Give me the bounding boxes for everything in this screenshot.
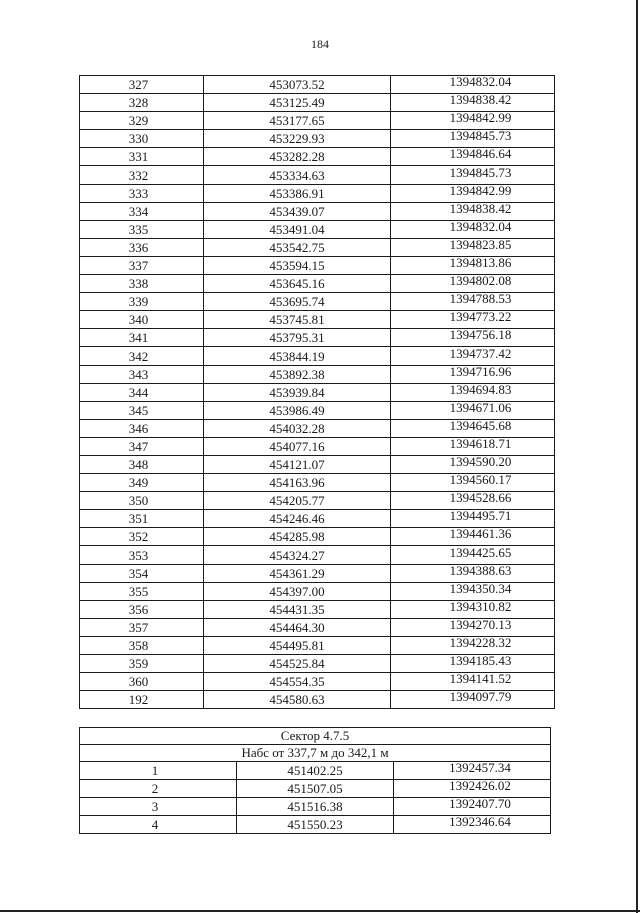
table-row bbox=[80, 798, 551, 816]
y-coordinate-cell bbox=[391, 166, 555, 184]
point-number-cell bbox=[80, 636, 204, 654]
y-coordinate: 1394495.71 bbox=[449, 509, 512, 524]
point-number: 341 bbox=[128, 330, 149, 346]
y-coordinate: 1394756.18 bbox=[449, 328, 512, 343]
y-coordinate-cell bbox=[394, 780, 551, 798]
y-coordinate-cell bbox=[391, 220, 555, 238]
x-coordinate: 454246.46 bbox=[269, 511, 325, 527]
y-coordinate: 1394388.63 bbox=[449, 564, 512, 578]
table-row bbox=[80, 112, 555, 130]
point-number: 192 bbox=[128, 692, 149, 708]
y-coordinate-cell bbox=[391, 275, 555, 293]
y-coordinate: 1394618.71 bbox=[449, 437, 512, 451]
table-row bbox=[80, 238, 555, 256]
x-coordinate: 454032.28 bbox=[269, 420, 325, 436]
point-number-cell bbox=[80, 673, 204, 691]
point-number: 349 bbox=[128, 475, 149, 491]
x-coordinate: 454464.30 bbox=[269, 619, 325, 635]
x-coordinate-cell bbox=[204, 419, 391, 437]
x-coordinate: 453073.52 bbox=[269, 77, 325, 93]
y-coordinate: 1394461.36 bbox=[449, 527, 512, 542]
point-number: 342 bbox=[128, 348, 149, 364]
table-row bbox=[80, 600, 555, 618]
x-coordinate: 453939.84 bbox=[269, 384, 325, 400]
y-coordinate: 1394590.20 bbox=[449, 455, 512, 470]
x-coordinate: 454361.29 bbox=[269, 565, 325, 581]
x-coordinate-cell bbox=[204, 455, 391, 473]
table-row bbox=[80, 401, 555, 419]
x-coordinate: 453844.19 bbox=[269, 348, 325, 364]
x-coordinate: 453334.63 bbox=[269, 167, 325, 183]
point-number-cell bbox=[80, 238, 204, 256]
point-number-cell bbox=[80, 798, 237, 816]
y-coordinate-cell bbox=[391, 365, 555, 383]
table-row bbox=[80, 455, 555, 473]
coordinates-table bbox=[79, 75, 555, 709]
x-coordinate: 453645.16 bbox=[269, 276, 325, 292]
x-coordinate: 454431.35 bbox=[269, 601, 325, 617]
sector-coordinates-table bbox=[79, 727, 551, 834]
point-number: 1 bbox=[151, 763, 159, 779]
point-number: 359 bbox=[128, 656, 149, 672]
point-number-cell bbox=[80, 780, 237, 798]
point-number: 346 bbox=[128, 420, 149, 436]
point-number-cell bbox=[80, 383, 204, 401]
y-coordinate-cell bbox=[391, 600, 555, 618]
y-coordinate: 1394832.04 bbox=[449, 220, 512, 234]
x-coordinate-cell bbox=[204, 148, 391, 166]
point-number: 358 bbox=[128, 638, 149, 653]
y-coordinate: 1394845.73 bbox=[449, 129, 512, 144]
x-coordinate-cell bbox=[204, 347, 391, 365]
table-row bbox=[80, 636, 555, 654]
point-number: 343 bbox=[128, 366, 149, 382]
y-coordinate-cell bbox=[391, 383, 555, 401]
y-coordinate-cell bbox=[391, 474, 555, 492]
point-number-cell bbox=[80, 816, 237, 834]
y-coordinate-cell bbox=[391, 256, 555, 274]
point-number-cell bbox=[80, 419, 204, 437]
x-coordinate-cell bbox=[204, 329, 391, 347]
table-row bbox=[80, 816, 551, 834]
y-coordinate: 1394185.43 bbox=[449, 654, 512, 669]
point-number-cell bbox=[80, 148, 204, 166]
table-row bbox=[80, 437, 555, 455]
point-number-cell bbox=[80, 600, 204, 618]
point-number-cell bbox=[80, 365, 204, 383]
x-coordinate-cell bbox=[204, 311, 391, 329]
point-number: 347 bbox=[128, 438, 149, 454]
x-coordinate: 451507.05 bbox=[287, 781, 343, 797]
page-edge-right bbox=[636, 0, 638, 913]
x-coordinate-cell bbox=[237, 816, 394, 834]
y-coordinate: 1392457.34 bbox=[449, 761, 511, 776]
x-coordinate-cell bbox=[204, 275, 391, 293]
x-coordinate: 453177.65 bbox=[269, 113, 325, 129]
point-number: 2 bbox=[151, 781, 159, 797]
x-coordinate-cell bbox=[204, 582, 391, 600]
x-coordinate: 454163.96 bbox=[269, 475, 325, 491]
x-coordinate-cell bbox=[204, 636, 391, 654]
y-coordinate: 1392426.02 bbox=[449, 779, 511, 794]
point-number-cell bbox=[80, 510, 204, 528]
table-row bbox=[80, 76, 555, 94]
x-coordinate-cell bbox=[204, 546, 391, 564]
y-coordinate-cell bbox=[391, 184, 555, 202]
y-coordinate: 1394846.64 bbox=[449, 147, 512, 162]
page-number: 184 bbox=[311, 37, 329, 51]
point-number-cell bbox=[80, 256, 204, 274]
table-row bbox=[80, 564, 555, 582]
y-coordinate-cell bbox=[391, 691, 555, 709]
x-coordinate-cell bbox=[204, 202, 391, 220]
point-number-cell bbox=[80, 94, 204, 112]
y-coordinate-cell bbox=[391, 582, 555, 600]
point-number-cell bbox=[80, 184, 204, 202]
y-coordinate-cell bbox=[391, 492, 555, 510]
point-number: 335 bbox=[128, 221, 149, 237]
point-number-cell bbox=[80, 311, 204, 329]
table-row bbox=[80, 365, 555, 383]
point-number: 330 bbox=[128, 131, 149, 147]
y-coordinate-cell bbox=[391, 238, 555, 256]
sector-subtitle: Набс от 337,7 м до 342,1 м bbox=[80, 745, 551, 762]
table-row bbox=[80, 347, 555, 365]
table-row bbox=[80, 148, 555, 166]
y-coordinate-cell bbox=[391, 329, 555, 347]
sector-table-body bbox=[80, 728, 551, 834]
y-coordinate-cell bbox=[391, 419, 555, 437]
x-coordinate-cell bbox=[204, 510, 391, 528]
table-row bbox=[80, 202, 555, 220]
y-coordinate-cell bbox=[394, 798, 551, 816]
y-coordinate: 1394350.34 bbox=[449, 582, 512, 596]
point-number: 3 bbox=[151, 799, 159, 815]
point-number: 332 bbox=[128, 167, 149, 183]
table-row bbox=[80, 510, 555, 528]
x-coordinate-cell bbox=[204, 238, 391, 256]
table-row bbox=[80, 184, 555, 202]
x-coordinate: 453125.49 bbox=[269, 95, 325, 111]
x-coordinate-cell bbox=[204, 220, 391, 238]
point-number-cell bbox=[80, 166, 204, 184]
table-row bbox=[80, 166, 555, 184]
point-number-cell bbox=[80, 618, 204, 636]
table-row bbox=[80, 94, 555, 112]
point-number: 336 bbox=[128, 239, 149, 255]
x-coordinate: 453386.91 bbox=[269, 185, 325, 201]
x-coordinate: 453594.15 bbox=[269, 258, 325, 274]
table-row bbox=[80, 293, 555, 311]
page-edge-bottom bbox=[0, 910, 640, 912]
x-coordinate: 451550.23 bbox=[287, 817, 343, 833]
x-coordinate: 454580.63 bbox=[269, 692, 325, 708]
point-number-cell bbox=[80, 76, 204, 94]
x-coordinate-cell bbox=[237, 762, 394, 780]
y-coordinate-cell bbox=[391, 76, 555, 94]
x-coordinate: 454525.84 bbox=[269, 656, 325, 672]
x-coordinate: 453986.49 bbox=[269, 402, 325, 418]
y-coordinate: 1394671.06 bbox=[449, 401, 512, 415]
table-row bbox=[80, 256, 555, 274]
y-coordinate-cell bbox=[391, 618, 555, 636]
x-coordinate: 453695.74 bbox=[269, 294, 325, 310]
point-number: 345 bbox=[128, 402, 149, 418]
table-row bbox=[80, 474, 555, 492]
table-row bbox=[80, 419, 555, 437]
x-coordinate-cell bbox=[204, 184, 391, 202]
x-coordinate-cell bbox=[204, 130, 391, 148]
point-number: 355 bbox=[128, 583, 149, 599]
point-number-cell bbox=[80, 202, 204, 220]
table-row bbox=[80, 528, 555, 546]
point-number-cell bbox=[80, 329, 204, 347]
y-coordinate-cell bbox=[391, 401, 555, 419]
table-row bbox=[80, 130, 555, 148]
table-row bbox=[80, 762, 551, 780]
y-coordinate: 1394560.17 bbox=[449, 473, 512, 488]
x-coordinate: 454324.27 bbox=[269, 547, 325, 563]
x-coordinate-cell bbox=[237, 798, 394, 816]
table-row bbox=[80, 546, 555, 564]
y-coordinate: 1394832.04 bbox=[449, 75, 512, 90]
point-number: 339 bbox=[128, 294, 149, 310]
y-coordinate-cell bbox=[391, 347, 555, 365]
y-coordinate: 1394845.73 bbox=[449, 165, 512, 180]
x-coordinate: 451402.25 bbox=[287, 763, 343, 779]
point-number-cell bbox=[80, 275, 204, 293]
y-coordinate: 1394842.99 bbox=[449, 184, 512, 198]
point-number-cell bbox=[80, 691, 204, 709]
x-coordinate: 451516.38 bbox=[287, 799, 343, 815]
point-number-cell bbox=[80, 492, 204, 510]
x-coordinate-cell bbox=[204, 365, 391, 383]
y-coordinate: 1394694.83 bbox=[449, 383, 512, 397]
table-row bbox=[80, 691, 555, 709]
y-coordinate-cell bbox=[391, 655, 555, 673]
x-coordinate: 454397.00 bbox=[269, 583, 325, 599]
y-coordinate: 1394802.08 bbox=[449, 274, 512, 289]
x-coordinate-cell bbox=[204, 691, 391, 709]
table-row bbox=[80, 220, 555, 238]
x-coordinate-cell bbox=[204, 94, 391, 112]
table-row bbox=[80, 582, 555, 600]
y-coordinate: 1392346.64 bbox=[449, 815, 511, 830]
y-coordinate-cell bbox=[391, 202, 555, 220]
y-coordinate-cell bbox=[391, 94, 555, 112]
y-coordinate: 1394842.99 bbox=[449, 111, 512, 126]
y-coordinate-cell bbox=[391, 112, 555, 130]
x-coordinate: 454285.98 bbox=[269, 529, 325, 545]
y-coordinate-cell bbox=[391, 528, 555, 546]
point-number: 334 bbox=[128, 203, 149, 219]
y-coordinate-cell bbox=[391, 130, 555, 148]
y-coordinate-cell bbox=[391, 293, 555, 311]
x-coordinate-cell bbox=[204, 474, 391, 492]
x-coordinate-cell bbox=[204, 673, 391, 691]
point-number: 351 bbox=[128, 511, 149, 527]
point-number: 354 bbox=[128, 565, 149, 581]
x-coordinate-cell bbox=[204, 293, 391, 311]
x-coordinate-cell bbox=[204, 564, 391, 582]
x-coordinate: 453542.75 bbox=[269, 239, 325, 255]
x-coordinate-cell bbox=[204, 166, 391, 184]
point-number-cell bbox=[80, 546, 204, 564]
x-coordinate-cell bbox=[237, 780, 394, 798]
table-row bbox=[80, 383, 555, 401]
x-coordinate: 453892.38 bbox=[269, 366, 325, 382]
x-coordinate-cell bbox=[204, 112, 391, 130]
point-number: 344 bbox=[128, 384, 149, 400]
y-coordinate: 1394788.53 bbox=[449, 292, 512, 307]
x-coordinate-cell bbox=[204, 600, 391, 618]
table-row bbox=[80, 655, 555, 673]
y-coordinate-cell bbox=[391, 437, 555, 455]
x-coordinate: 454121.07 bbox=[269, 457, 325, 473]
x-coordinate: 453282.28 bbox=[269, 149, 325, 165]
point-number: 356 bbox=[128, 601, 149, 617]
y-coordinate: 1394097.79 bbox=[449, 690, 512, 705]
y-coordinate: 1394228.32 bbox=[449, 636, 512, 650]
point-number: 340 bbox=[128, 312, 149, 328]
x-coordinate-cell bbox=[204, 383, 391, 401]
y-coordinate-cell bbox=[394, 762, 551, 780]
point-number-cell bbox=[80, 112, 204, 130]
x-coordinate-cell bbox=[204, 76, 391, 94]
y-coordinate-cell bbox=[391, 510, 555, 528]
point-number-cell bbox=[80, 455, 204, 473]
point-number-cell bbox=[80, 220, 204, 238]
x-coordinate-cell bbox=[204, 528, 391, 546]
x-coordinate-cell bbox=[204, 492, 391, 510]
point-number: 353 bbox=[128, 547, 149, 563]
point-number-cell bbox=[80, 130, 204, 148]
y-coordinate-cell bbox=[391, 636, 555, 654]
x-coordinate: 453439.07 bbox=[269, 203, 325, 219]
point-number-cell bbox=[80, 564, 204, 582]
y-coordinate: 1394838.42 bbox=[449, 93, 512, 108]
y-coordinate-cell bbox=[391, 564, 555, 582]
point-number: 357 bbox=[128, 619, 149, 635]
sector-title: Сектор 4.7.5 bbox=[80, 728, 551, 745]
point-number: 4 bbox=[151, 817, 159, 833]
x-coordinate-cell bbox=[204, 256, 391, 274]
x-coordinate: 453491.04 bbox=[269, 221, 325, 237]
point-number-cell bbox=[80, 655, 204, 673]
x-coordinate-cell bbox=[204, 655, 391, 673]
point-number: 352 bbox=[128, 529, 149, 545]
table-row bbox=[80, 329, 555, 347]
y-coordinate: 1394141.52 bbox=[449, 672, 512, 687]
y-coordinate: 1394528.66 bbox=[449, 491, 512, 506]
y-coordinate: 1394310.82 bbox=[449, 600, 512, 614]
x-coordinate-cell bbox=[204, 618, 391, 636]
x-coordinate: 454554.35 bbox=[269, 674, 325, 690]
y-coordinate-cell bbox=[391, 546, 555, 564]
table-row bbox=[80, 780, 551, 798]
x-coordinate: 453229.93 bbox=[269, 131, 325, 147]
y-coordinate-cell bbox=[391, 673, 555, 691]
y-coordinate: 1394773.22 bbox=[449, 310, 512, 325]
y-coordinate: 1394813.86 bbox=[449, 256, 512, 271]
x-coordinate-cell bbox=[204, 401, 391, 419]
point-number-cell bbox=[80, 293, 204, 311]
table-row bbox=[80, 311, 555, 329]
y-coordinate: 1394716.96 bbox=[449, 365, 512, 379]
y-coordinate-cell bbox=[391, 148, 555, 166]
table-row bbox=[80, 275, 555, 293]
x-coordinate: 453795.31 bbox=[269, 330, 325, 346]
sector-title-row bbox=[80, 728, 551, 745]
point-number: 350 bbox=[128, 493, 149, 509]
table-row bbox=[80, 618, 555, 636]
sector-subtitle-row bbox=[80, 745, 551, 762]
point-number: 337 bbox=[128, 258, 149, 274]
point-number: 333 bbox=[128, 185, 149, 201]
point-number: 327 bbox=[128, 77, 149, 93]
x-coordinate: 454495.81 bbox=[269, 638, 325, 653]
y-coordinate: 1392407.70 bbox=[449, 797, 511, 812]
point-number-cell bbox=[80, 762, 237, 780]
y-coordinate: 1394425.65 bbox=[449, 545, 512, 560]
y-coordinate: 1394838.42 bbox=[449, 202, 512, 216]
y-coordinate: 1394737.42 bbox=[449, 346, 512, 361]
y-coordinate-cell bbox=[391, 311, 555, 329]
point-number: 331 bbox=[128, 149, 149, 165]
point-number-cell bbox=[80, 528, 204, 546]
point-number: 338 bbox=[128, 276, 149, 292]
x-coordinate: 453745.81 bbox=[269, 312, 325, 328]
x-coordinate: 454077.16 bbox=[269, 438, 325, 454]
point-number-cell bbox=[80, 437, 204, 455]
y-coordinate: 1394645.68 bbox=[449, 419, 512, 433]
point-number-cell bbox=[80, 474, 204, 492]
coordinates-table-body bbox=[80, 76, 555, 709]
point-number: 328 bbox=[128, 95, 149, 111]
x-coordinate-cell bbox=[204, 437, 391, 455]
point-number: 360 bbox=[128, 674, 149, 690]
point-number-cell bbox=[80, 582, 204, 600]
table-row bbox=[80, 492, 555, 510]
point-number-cell bbox=[80, 347, 204, 365]
table-row bbox=[80, 673, 555, 691]
y-coordinate: 1394270.13 bbox=[449, 618, 512, 632]
x-coordinate: 454205.77 bbox=[269, 493, 325, 509]
point-number: 348 bbox=[128, 457, 149, 473]
y-coordinate-cell bbox=[391, 455, 555, 473]
y-coordinate-cell bbox=[394, 816, 551, 834]
y-coordinate: 1394823.85 bbox=[449, 238, 512, 252]
point-number: 329 bbox=[128, 113, 149, 129]
point-number-cell bbox=[80, 401, 204, 419]
